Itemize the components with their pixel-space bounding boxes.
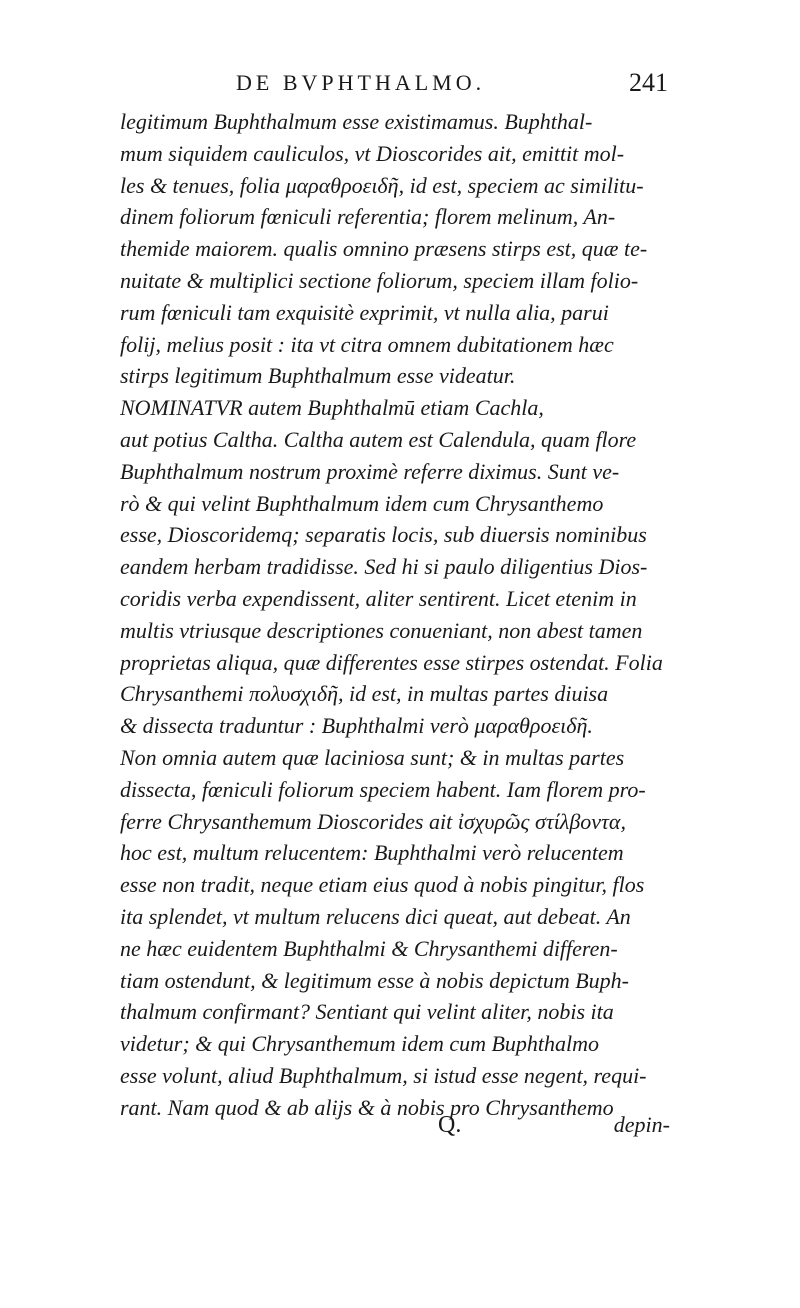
text-line: esse non tradit, neque etiam eius quod à nobis pingitur, flos: [120, 872, 645, 898]
text-line: Buphthalmum nostrum proximè referre diximus. Sunt ve-: [120, 458, 620, 484]
text-line: NOMINATVR autem Buphthalmū etiam Cachla,: [120, 395, 544, 421]
text-line: eandem herbam tradidisse. Sed hi si paulo diligentius Dios-: [120, 554, 648, 580]
text-line: rum fœniculi tam exquisitè exprimit, vt nulla alia, parui: [120, 299, 609, 325]
text-line: esse volunt, aliud Buphthalmum, si istud esse negent, requi-: [120, 1062, 647, 1088]
text-line: ne hæc euidentem Buphthalmi & Chrysanthemi differen-: [120, 935, 618, 961]
catchword: depin-: [613, 1112, 670, 1137]
page-header: [120, 70, 668, 106]
text-line: rò & qui velint Buphthalmum idem cum Chrysanthemo: [120, 490, 604, 516]
text-line: folij, melius posit : ita vt citra omnem dubitationem hæc: [120, 331, 614, 357]
text-line: legitimum Buphthalmum esse existimamus. Buphthal-: [120, 109, 593, 134]
text-line: nuitate & multiplici sectione foliorum, speciem illam folio-: [120, 267, 639, 293]
text-line: coridis verba expendissent, aliter sentirent. Licet etenim in: [120, 585, 637, 611]
text-line: tiam ostendunt, & legitimum esse à nobis depictum Buph-: [120, 967, 629, 993]
page-number: 241: [629, 68, 668, 97]
text-line: videtur; & qui Chrysanthemum idem cum Buphthalmo: [120, 1031, 600, 1057]
text-line: Non omnia autem quæ laciniosa sunt; & in multas partes: [120, 744, 625, 770]
text-line: aut potius Caltha. Caltha autem est Calendula, quam flore: [120, 426, 637, 452]
text-line: mum siquidem cauliculos, vt Dioscorides ait, emittit mol-: [120, 140, 625, 166]
text-line: thalmum confirmant? Sentiant qui velint aliter, nobis ita: [120, 999, 614, 1025]
text-line: esse, Dioscoridemq; separatis locis, sub diuersis nominibus: [120, 522, 647, 548]
text-line: ita splendet, vt multum relucens dici queat, aut debeat. An: [120, 903, 631, 929]
text-line: rant. Nam quod & ab alijs & à nobis pro Chrysanthemo: [120, 1094, 614, 1120]
text-line: dissecta, fœniculi foliorum speciem habent. Iam florem pro-: [120, 776, 646, 802]
text-line: proprietas aliqua, quæ differentes esse stirpes ostendat. Folia: [120, 649, 663, 675]
text-line: les & tenues, folia μαραθροειδῆ, id est, speciem ac similitu-: [120, 172, 644, 198]
text-line: Chrysanthemi πολυσχιδῆ, id est, in multas partes diuisa: [120, 681, 609, 707]
signature-mark: Q.: [438, 1112, 462, 1138]
text-line: dinem foliorum fœniculi referentia; florem melinum, An-: [120, 204, 616, 230]
text-line: & dissecta traduntur : Buphthalmi verò μαραθροειδῆ.: [120, 713, 593, 739]
page-footer: [120, 1112, 680, 1152]
text-line: multis vtriusque descriptiones conueniant, non abest tamen: [120, 617, 643, 643]
text-line: stirps legitimum Buphthalmum esse videatur.: [120, 363, 516, 389]
text-line: ferre Chrysanthemum Dioscorides ait ἰσχυρῶς στίλβοντα,: [120, 808, 626, 834]
body-text: [120, 106, 680, 1124]
running-head: DE BVPHTHALMO.: [236, 70, 486, 95]
text-line: hoc est, multum relucentem: Buphthalmi verò relucentem: [120, 840, 624, 866]
text-line: themide maiorem. qualis omnino præsens stirps est, quæ te-: [120, 236, 648, 262]
